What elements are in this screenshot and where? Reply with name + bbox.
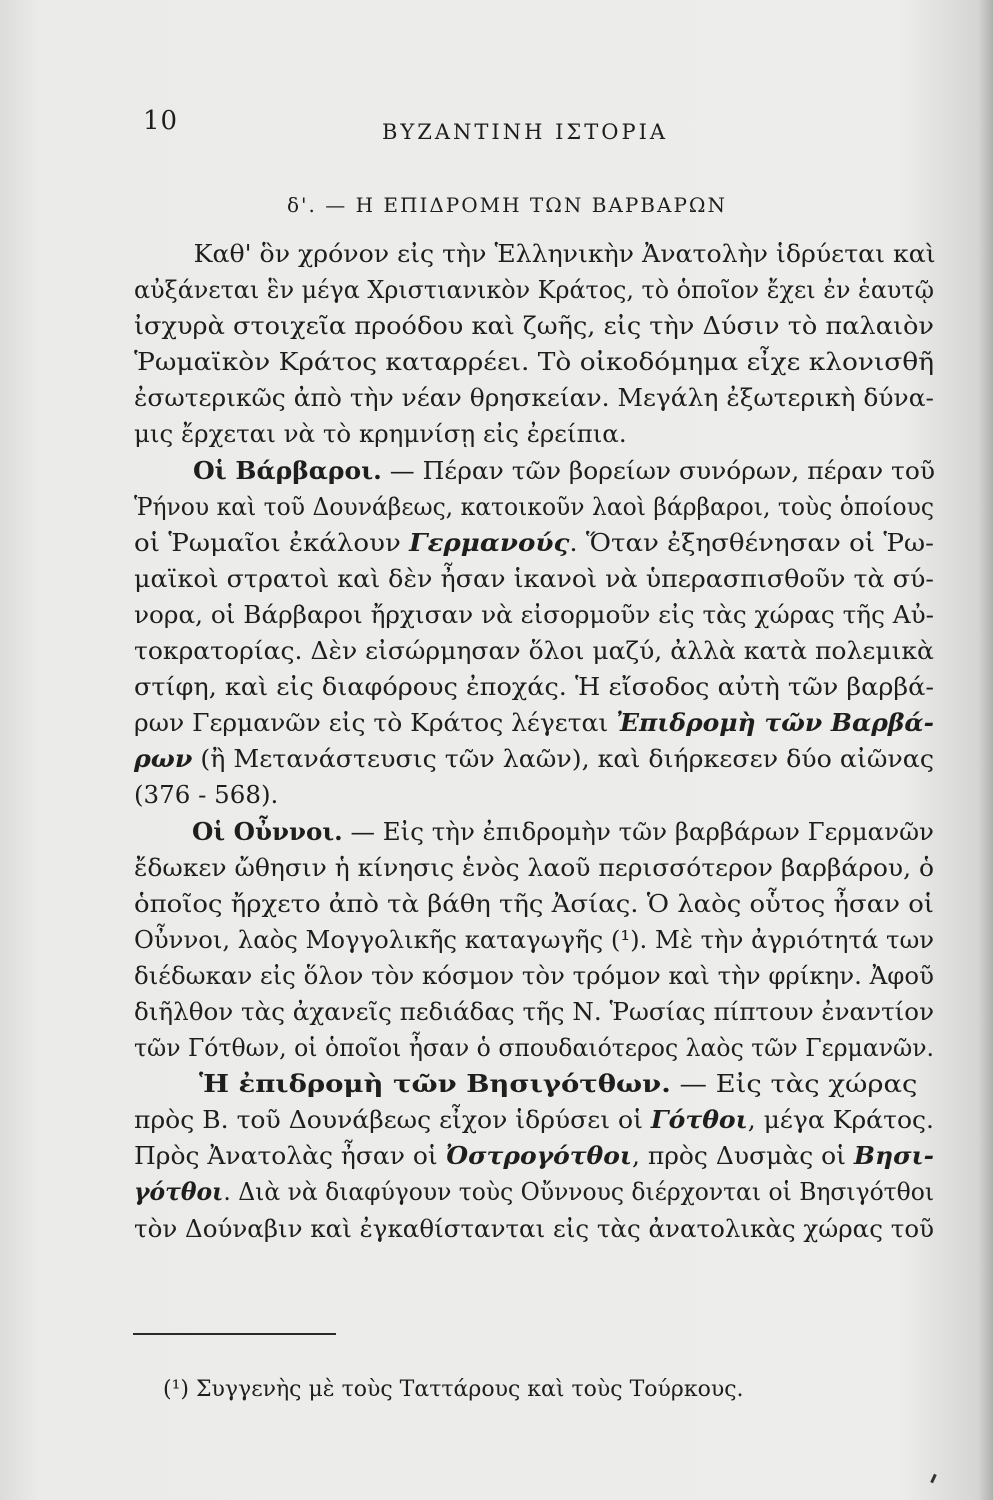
paragraph-heading-barbarians: Οἱ Βάρβαροι. (192, 455, 382, 485)
text-line (134, 344, 993, 380)
page-number: 10 (143, 106, 179, 136)
text-line (134, 380, 948, 416)
emphasis-term: ρων (134, 744, 193, 774)
scan-speck (930, 1474, 937, 1483)
footnote: (¹) Συγγενὴς μὲ τοὺς Ταττάρους καὶ τοὺς Τούρκους. (163, 1377, 744, 1402)
line-text: πρὸς Β. τοῦ Δουνάβεως εἶχον ἱδρύσει οἱ (134, 1105, 651, 1135)
text-line (134, 850, 949, 886)
footnote-rule (133, 1333, 336, 1335)
text-line (134, 777, 934, 813)
text-line (134, 633, 951, 669)
text-line (134, 1211, 935, 1247)
line-text: μις ἔρχεται νὰ τὸ κρημνίσῃ εἰς ἐρείπια. (134, 419, 627, 449)
line-text: ἐσωτερικῶς ἀπὸ τὴν νέαν θρησκείαν. Μεγάλη ἐξωτερικὴ δύνα- (134, 383, 934, 413)
line-text: . Διὰ νὰ διαφύγουν τοὺς Οὔννους διέρχονται οἱ Βησιγότθοι (223, 1177, 935, 1207)
line-text: τοκρατορίας. Δὲν εἰσώρμησαν ὅλοι μαζύ, ἀλλὰ κατὰ πολεμικὰ (134, 636, 934, 666)
text-line (134, 994, 936, 1030)
text-line (134, 705, 949, 741)
text-line (134, 416, 934, 452)
text-line (134, 1030, 935, 1066)
text-line (134, 669, 967, 705)
text-line (134, 1066, 993, 1102)
line-text: , μέγα Κράτος. (747, 1105, 935, 1135)
line-text: οἱ Ῥωμαῖοι ἐκάλουν (134, 527, 410, 557)
text-line (134, 1138, 949, 1174)
text-line (134, 236, 956, 272)
text-line (134, 308, 970, 344)
emphasis-term: Ἐπιδρομὴ τῶν Βαρβά- (616, 708, 934, 738)
emphasis-term: Γερμανούς (409, 527, 570, 557)
emphasis-term: Ὀστρογότθοι (445, 1141, 632, 1171)
line-text: Καθ' ὃν χρόνον εἰς τὴν Ἑλληνικὴν Ἀνατολὴν ἱδρύεται καὶ (193, 239, 936, 268)
line-text: — Εἰς τὴν ἐπιδρομὴν τῶν βαρβάρων Γερμανῶν (342, 816, 934, 846)
text-line (134, 525, 985, 561)
line-text: τῶν Γότθων, οἱ ὁποῖοι ἦσαν ὁ σπουδαιότερος λαὸς τῶν Γερμανῶν. (134, 1033, 935, 1063)
line-text: νορα, οἱ Βάρβαροι ἤρχισαν νὰ εἰσορμοῦν εἰς τὰς χώρας τῆς Αὐ- (134, 599, 935, 629)
emphasis-term: Γότθοι (650, 1105, 748, 1135)
line-text: αὐξάνεται ἓν μέγα Χριστιανικὸν Κράτος, τὸ ὁποῖον ἔχει ἐν ἑαυτῷ (134, 275, 935, 305)
text-line (134, 489, 935, 525)
body-text (134, 236, 934, 1247)
text-line (134, 1102, 952, 1138)
line-text: ἔδωκεν ὤθησιν ἡ κίνησις ἑνὸς λαοῦ περισσότερον βαρβάρου, ὁ (134, 852, 935, 882)
paragraph-heading-huns: Οἱ Οὖννοι. (191, 816, 343, 846)
text-line (134, 886, 980, 922)
line-text: ρων Γερμανῶν εἰς τὸ Κράτος λέγεται (134, 708, 617, 738)
line-text: — Εἰς τὰς χώρας (670, 1069, 918, 1099)
line-text: Ῥωμαϊκὸν Κράτος καταρρέει. Τὸ οἰκοδόμημα εἶχε κλονισθῆ (134, 347, 935, 377)
text-line (134, 597, 941, 633)
line-text: Πρὸς Ἀνατολὰς ἦσαν οἱ (134, 1141, 446, 1171)
line-text: (ἢ Μετανάστευσις τῶν λαῶν), καὶ διήρκεσεν δύο αἰῶνας (192, 744, 934, 774)
text-line (134, 561, 962, 597)
emphasis-term: Βησι- (853, 1141, 934, 1171)
page-gutter-shadow (979, 0, 993, 1500)
line-text: Οὖννοι, λαὸς Μογγολικῆς καταγωγῆς (¹). Μὲ τὴν ἀγριότητά των (134, 924, 935, 954)
text-line (134, 741, 959, 777)
text-line (134, 958, 932, 994)
line-text: μαϊκοὶ στρατοὶ καὶ δὲν ἦσαν ἱκανοὶ νὰ ὑπερασπισθοῦν τὰ σύ- (134, 563, 934, 593)
line-text: Ῥήνου καὶ τοῦ Δουνάβεως, κατοικοῦν λαοὶ βάρβαροι, τοὺς ὁποίους (134, 491, 935, 521)
line-text: . Ὅταν ἐξησθένησαν οἱ Ῥω- (569, 527, 934, 557)
running-head: ΒΥΖΑΝΤΙΝΗ ΙΣΤΟΡΙΑ (382, 120, 669, 144)
line-text: στίφη, καὶ εἰς διαφόρους ἐποχάς. Ἡ εἴσοδος αὐτὴ τῶν βαρβά- (134, 672, 935, 702)
line-text: τὸν Δούναβιν καὶ ἐγκαθίστανται εἰς τὰς ἀνατολικὰς χώρας τοῦ (134, 1213, 935, 1243)
text-line (134, 922, 935, 958)
line-text: ὁποῖος ἤρχετο ἀπὸ τὰ βάθη τῆς Ἀσίας. Ὁ λαὸς οὗτος ἦσαν οἱ (134, 888, 934, 918)
line-text: ἰσχυρὰ στοιχεῖα προόδου καὶ ζωῆς, εἰς τὴν Δύσιν τὸ παλαιὸν (134, 311, 934, 341)
line-text: διέδωκαν εἰς ὅλον τὸν κόσμον τὸν τρόμον καὶ τὴν φρίκην. Ἀφοῦ (134, 960, 934, 990)
text-line (134, 1174, 935, 1210)
text-line (134, 272, 935, 308)
line-text: διῆλθον τὰς ἀχανεῖς πεδιάδας τῆς Ν. Ῥωσίας πίπτουν ἐναντίον (134, 996, 935, 1026)
line-text: (376 - 568). (134, 780, 279, 810)
text-line (134, 453, 947, 489)
section-heading: δ'. — Η ΕΠΙΔΡΟΜΗ ΤΩΝ ΒΑΡΒΑΡΩΝ (287, 193, 727, 217)
emphasis-term: γότθοι (134, 1177, 224, 1207)
line-text: , πρὸς Δυσμὰς οἱ (631, 1141, 854, 1171)
paragraph-heading-visigoths: Ἡ ἐπιδρομὴ τῶν Βησιγότθων. (198, 1069, 671, 1099)
line-text: — Πέραν τῶν βορείων συνόρων, πέραν τοῦ (381, 455, 935, 485)
text-line (134, 814, 934, 850)
